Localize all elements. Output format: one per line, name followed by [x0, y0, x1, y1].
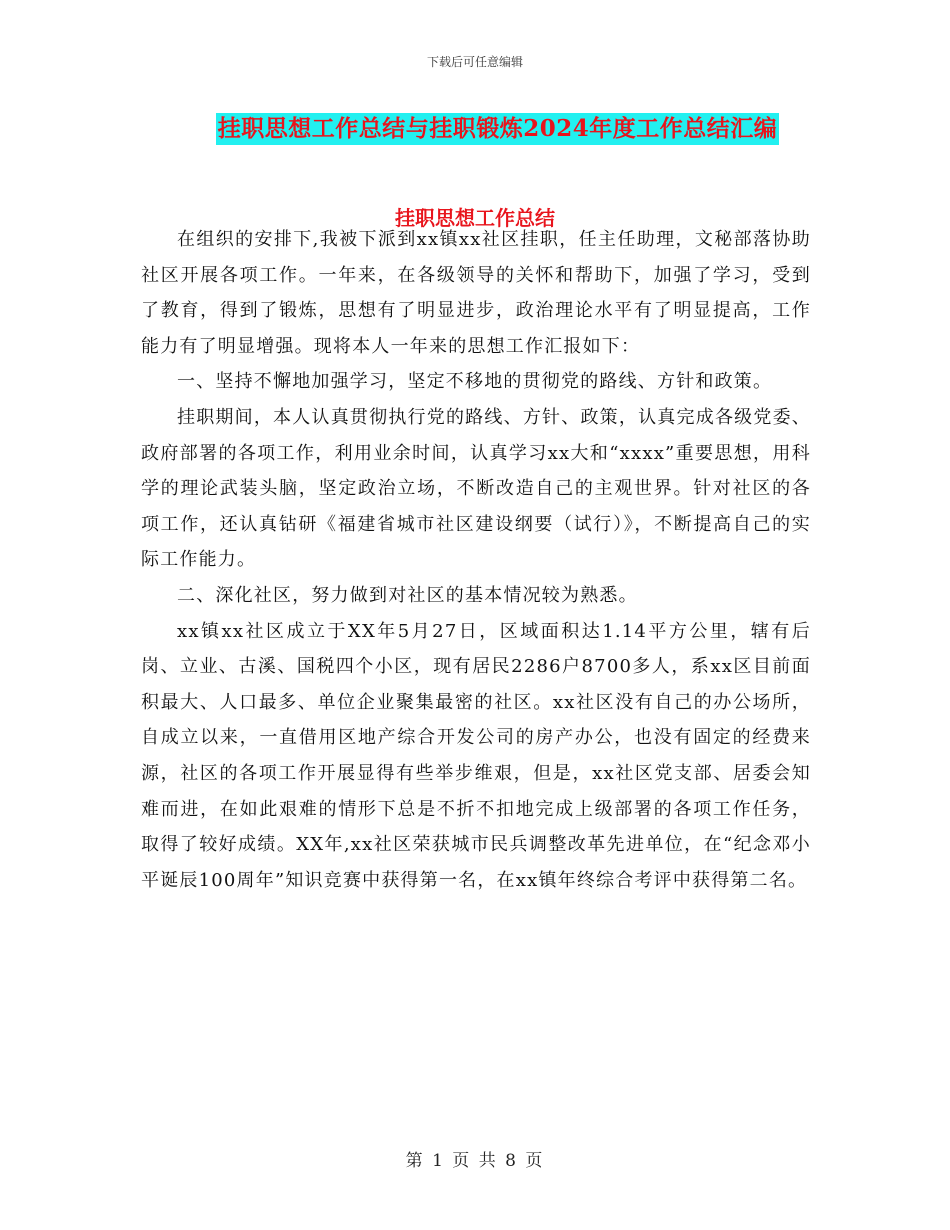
paragraph-study: 挂职期间，本人认真贯彻执行党的路线、方针、政策，认真完成各级党委、政府部署的各项工作，利用业余时间，认真学习xx大和“xxxx”重要思想，用科学的理论武装头脑，坚定政治立场，不断改造自己的主观世界。针对社区的各项工作，还认真钻研《福建省城市社区建设纲要（试行）》，不断提高自己的实际工作能力。 [141, 406, 811, 571]
document-title: 挂职思想工作总结与挂职锻炼2024年度工作总结汇编 [216, 113, 780, 145]
header-note: 下载后可任意编辑 [426, 55, 523, 69]
paragraph-heading-two: 二、深化社区，努力做到对社区的基本情况较为熟悉。 [177, 584, 638, 606]
document-title-container [0, 113, 950, 145]
document-body [141, 222, 811, 898]
paragraph-community: xx镇xx社区成立于XX年5月27日，区域面积达1.14平方公里，辖有后岗、立业、古溪、国税四个小区，现有居民2286户8700多人，系xx区目前面积最大、人口最多、单位企业聚集最密的社区。xx社区没有自己的办公场所，自成立以来，一直借用区地产综合开发公司的房产办公，也没有固定的经费来源，社区的各项工作开展显得有些举步维艰，但是，xx社区党支部、居委会知难而进，在如此艰难的情形下总是不折不扣地完成上级部署的各项工作任务，取得了较好成绩。XX年,xx社区荣获城市民兵调整改革先进单位，在“纪念邓小平诞辰100周年”知识竞赛中获得第一名，在xx镇年终综合考评中获得第二名。 [141, 620, 811, 891]
page-indicator: 第 1 页 共 8 页 [405, 1151, 545, 1171]
paragraph-heading-one: 一、坚持不懈地加强学习，坚定不移地的贯彻党的路线、方针和政策。 [177, 371, 773, 393]
section-title: 挂职思想工作总结 [395, 206, 555, 230]
paragraph-intro: 在组织的安排下,我被下派到xx镇xx社区挂职，任主任助理，文秘部落协助社区开展各项工作。一年来，在各级领导的关怀和帮助下，加强了学习，受到了教育，得到了锻炼，思想有了明显进步，政治理论水平有了明显提高，工作能力有了明显增强。现将本人一年来的思想工作汇报如下： [141, 229, 811, 357]
